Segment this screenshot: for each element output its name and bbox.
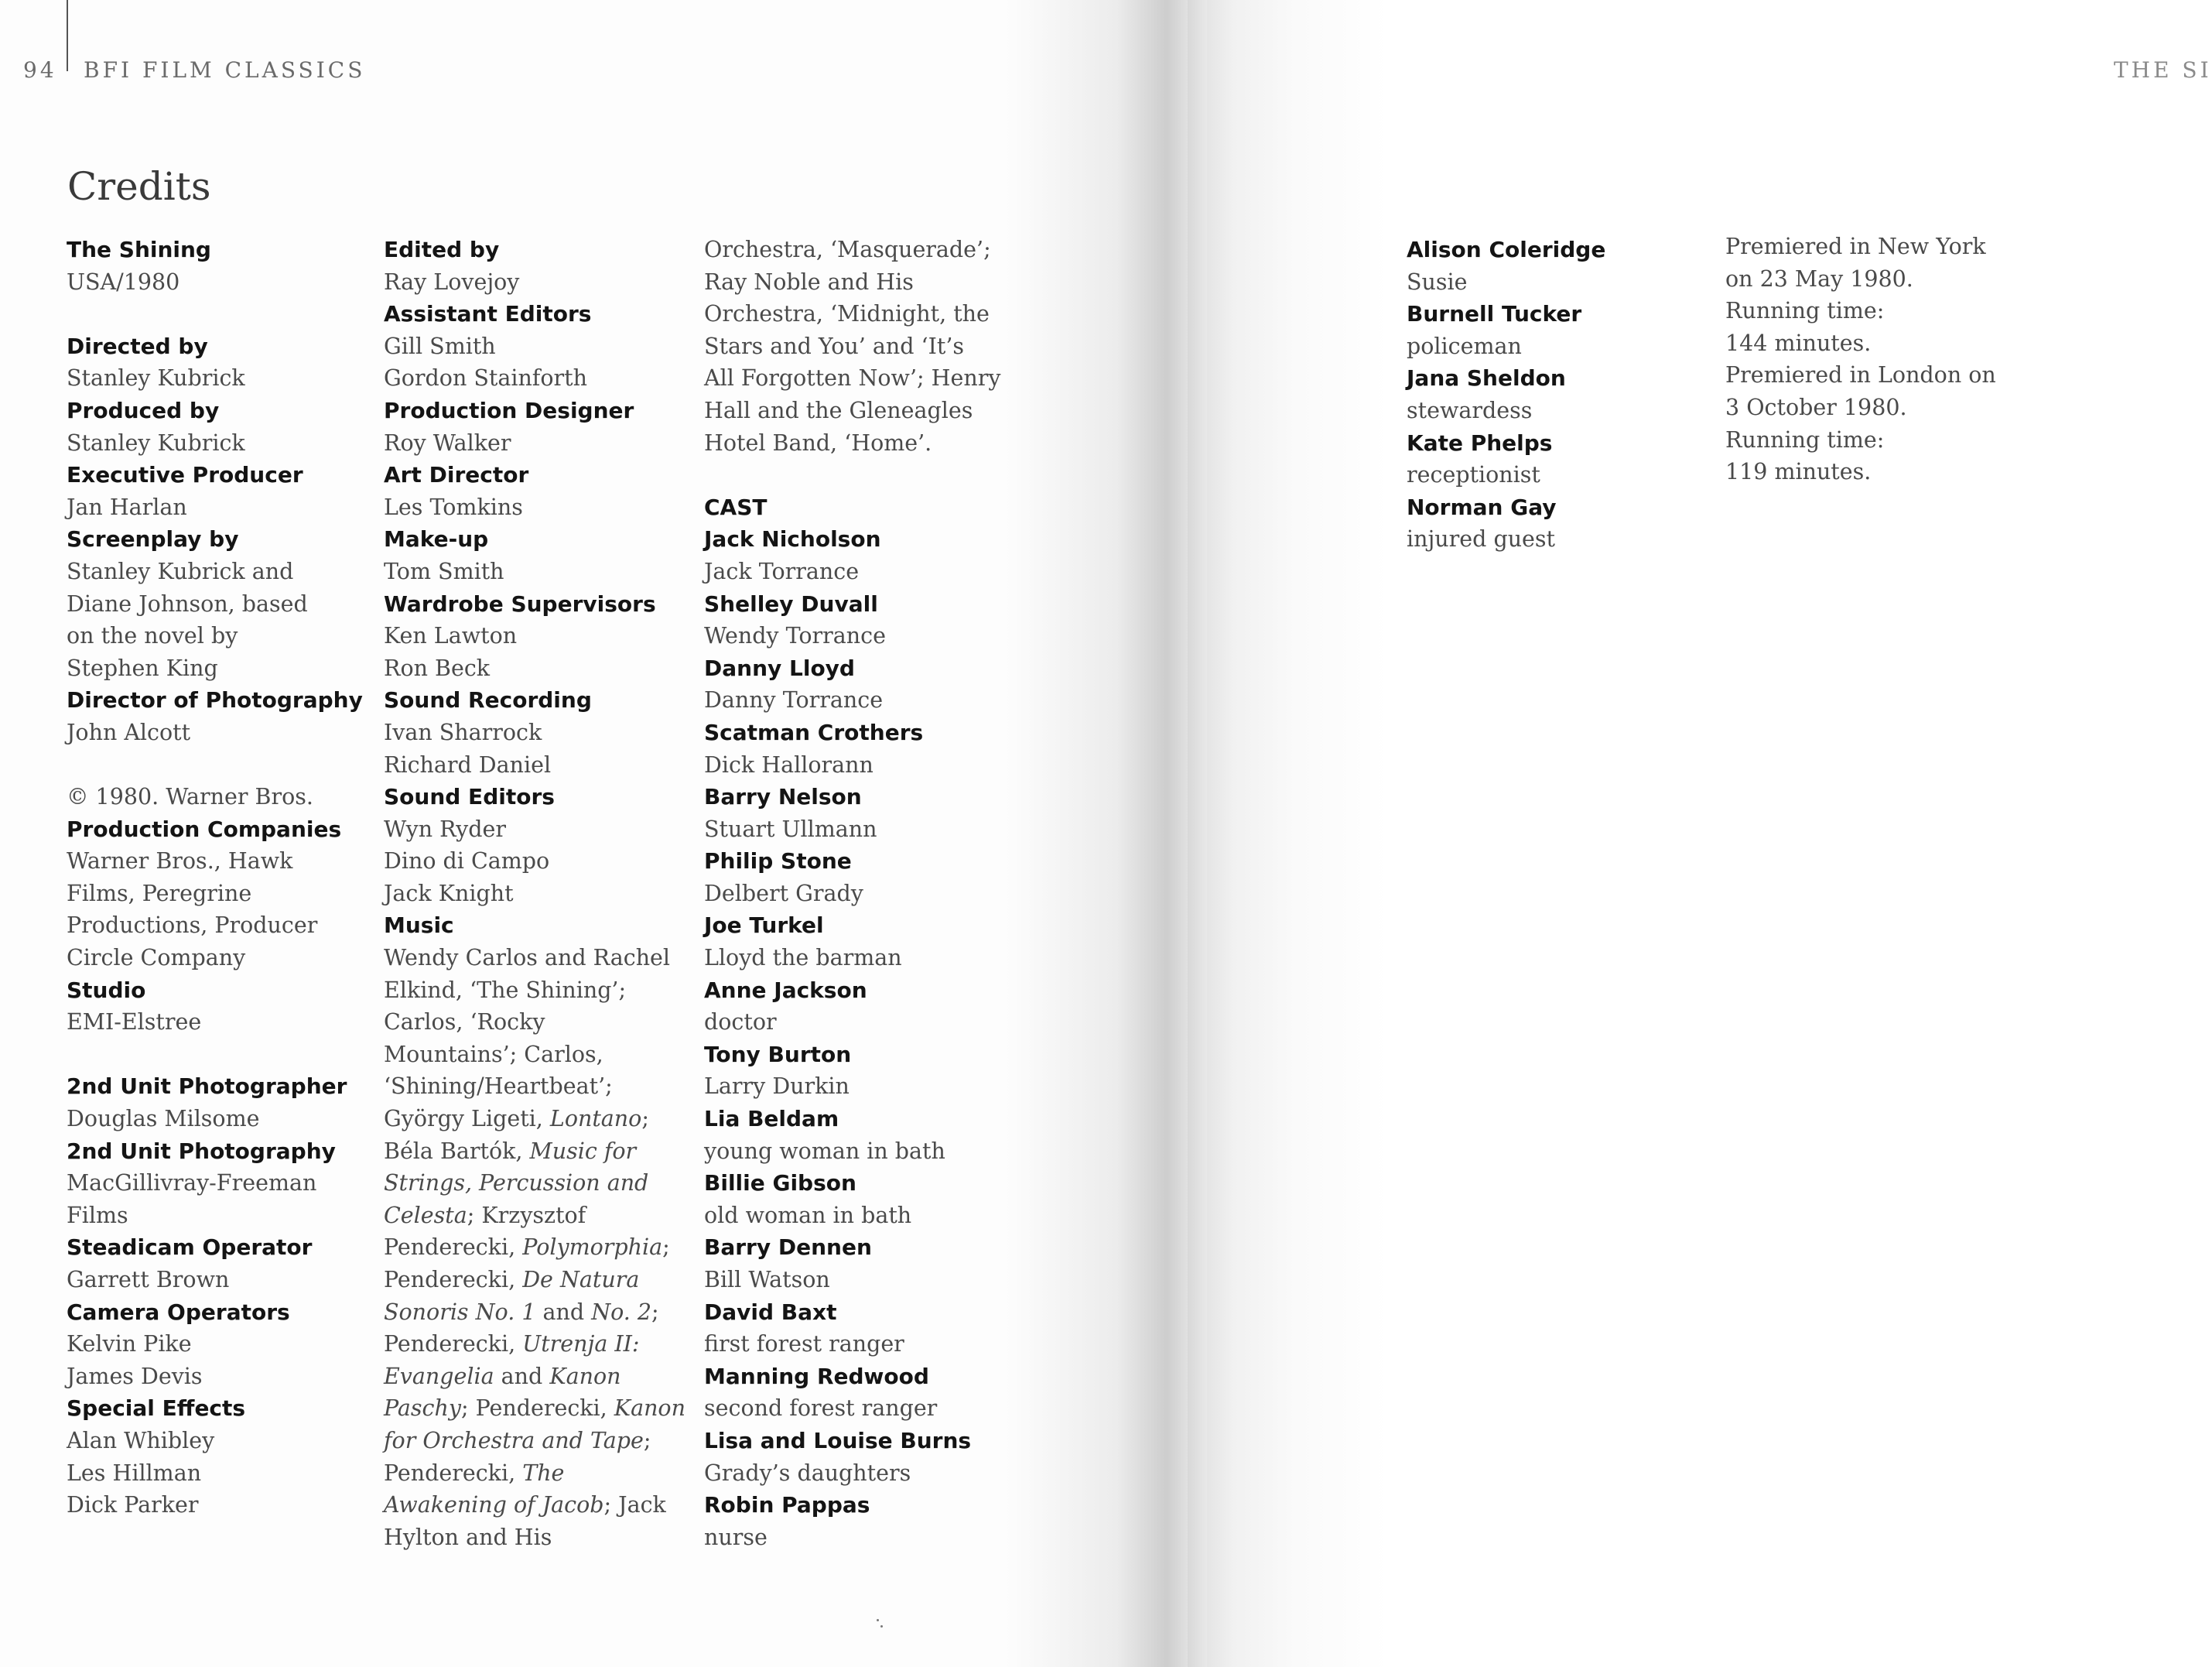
- credits-column-2: [384, 234, 709, 1553]
- credit-name: Orchestra, ‘Masquerade’;: [704, 237, 991, 262]
- text-fragment: Béla Bartók,: [384, 1138, 530, 1164]
- credit-name: Garrett Brown: [67, 1267, 230, 1292]
- credit-name: Running time:: [1725, 426, 1885, 453]
- credits-column-1: [67, 234, 391, 1522]
- credit-role-heading: Lisa and Louise Burns: [704, 1427, 972, 1453]
- spacer: [67, 298, 391, 330]
- credit-name: Diane Johnson, based: [67, 590, 308, 617]
- credit-name: Gordon Stainforth: [384, 365, 587, 392]
- text-fragment: ;: [662, 1234, 670, 1261]
- credit-name: on the novel by: [67, 623, 238, 649]
- premiere-notes-column: [1725, 231, 2050, 488]
- credit-name: 119 minutes.: [1725, 459, 1872, 485]
- credit-name: second forest ranger: [704, 1395, 938, 1422]
- credit-name: Douglas Milsome: [67, 1106, 260, 1132]
- credit-role-heading: 2nd Unit Photography: [67, 1138, 336, 1164]
- credit-name: 3 October 1980.: [1725, 394, 1907, 420]
- credit-name: on 23 May 1980.: [1725, 265, 1913, 292]
- credit-name: Tom Smith: [384, 558, 504, 584]
- credit-name: Ivan Sharrock: [384, 719, 542, 745]
- credit-name: Richard Daniel: [384, 751, 552, 778]
- credit-text-line: [384, 1457, 709, 1490]
- credit-role-heading: Art Director: [384, 462, 529, 488]
- credit-role-heading: Billie Gibson: [704, 1170, 856, 1196]
- credit-name: Stephen King: [67, 655, 218, 681]
- credit-name: John Alcott: [67, 719, 191, 745]
- credits-column-3: [704, 234, 1029, 1553]
- right-page-running-head: THE SI: [2114, 57, 2212, 83]
- credit-role-heading: Executive Producer: [67, 462, 303, 488]
- series-title: BFI FILM CLASSICS: [84, 57, 366, 83]
- credit-text-line: [384, 1361, 709, 1393]
- text-fragment: Penderecki,: [384, 1267, 523, 1292]
- text-fragment: ; Penderecki,: [460, 1395, 614, 1422]
- credit-text-line: [384, 1231, 709, 1264]
- credit-name: Ray Lovejoy: [384, 269, 520, 295]
- credit-role-heading: Assistant Editors: [384, 301, 592, 327]
- credit-role-heading: Directed by: [67, 333, 208, 359]
- scan-speck: [877, 1619, 879, 1621]
- credit-name: Productions, Producer: [67, 912, 318, 939]
- credit-name: Stanley Kubrick and: [67, 558, 294, 584]
- credit-name: Orchestra, ‘Midnight, the: [704, 301, 990, 327]
- credit-role-heading: Burnell Tucker: [1407, 301, 1582, 327]
- credit-role-heading: Shelley Duvall: [704, 590, 878, 617]
- credit-role-heading: Make-up: [384, 526, 489, 553]
- italic-title-fragment: No. 2: [591, 1299, 652, 1325]
- credit-name: Ron Beck: [384, 655, 491, 681]
- credit-name: Gill Smith: [384, 333, 496, 359]
- text-fragment: and: [494, 1363, 550, 1389]
- credit-role-heading: Norman Gay: [1407, 494, 1557, 520]
- credit-text-line: [384, 1489, 709, 1522]
- credit-role-heading: Philip Stone: [704, 848, 852, 875]
- credit-text-line: [384, 1264, 709, 1296]
- credit-text-line: [384, 1296, 709, 1329]
- credit-name: Jack Torrance: [704, 558, 860, 584]
- credit-text-line: [384, 1328, 709, 1361]
- credit-text-line: [384, 1200, 709, 1232]
- page-heading: Credits: [67, 163, 211, 209]
- italic-title-fragment: Kanon: [614, 1395, 685, 1422]
- credit-name: Wyn Ryder: [384, 816, 506, 842]
- text-fragment: and: [535, 1299, 592, 1325]
- italic-title-fragment: Sonoris No. 1: [384, 1299, 536, 1325]
- credit-role-heading: Screenplay by: [67, 526, 239, 553]
- credit-name: Hotel Band, ‘Home’.: [704, 430, 932, 456]
- credit-name: Les Hillman: [67, 1460, 202, 1486]
- credit-text-line: [384, 1392, 709, 1425]
- credit-name: Hylton and His: [384, 1524, 552, 1550]
- credit-role-heading: Jana Sheldon: [1407, 365, 1566, 392]
- italic-title-fragment: Polymorphia: [522, 1234, 663, 1261]
- credit-role-heading: Music: [384, 912, 454, 939]
- italic-title-fragment: Awakening of Jacob: [384, 1492, 604, 1518]
- italic-title-fragment: De Natura: [522, 1267, 640, 1292]
- credit-name: Premiered in New York: [1725, 234, 1986, 259]
- credit-role-heading: Sound Editors: [384, 784, 555, 810]
- credit-role-heading: Production Designer: [384, 397, 634, 423]
- text-fragment: ;: [643, 1427, 651, 1453]
- credit-role-heading: Anne Jackson: [704, 977, 867, 1003]
- credit-role-heading: The Shining: [67, 237, 211, 262]
- credit-name: Lloyd the barman: [704, 945, 902, 971]
- text-fragment: ; Krzysztof: [467, 1202, 586, 1228]
- credit-name: Danny Torrance: [704, 687, 884, 714]
- italic-title-fragment: Utrenja II:: [522, 1331, 640, 1357]
- credit-role-heading: CAST: [704, 494, 768, 520]
- italic-title-fragment: Strings, Percussion and: [384, 1170, 649, 1196]
- text-fragment: ; Jack: [603, 1492, 666, 1518]
- credit-name: Circle Company: [67, 945, 246, 971]
- credit-name: Films, Peregrine: [67, 880, 252, 906]
- book-gutter-shadow: [1006, 0, 1207, 1667]
- credit-name: Wendy Carlos and Rachel: [384, 945, 671, 971]
- credit-name: Delbert Grady: [704, 880, 863, 906]
- credit-role-heading: Production Companies: [67, 816, 342, 842]
- credit-name: receptionist: [1407, 462, 1540, 488]
- credit-role-heading: Manning Redwood: [704, 1363, 929, 1389]
- credit-name: Stars and You’ and ‘It’s: [704, 333, 965, 359]
- text-fragment: György Ligeti,: [384, 1106, 550, 1132]
- credit-role-heading: 2nd Unit Photographer: [67, 1073, 347, 1100]
- credit-text-line: [384, 1167, 709, 1200]
- credit-role-heading: Alison Coleridge: [1407, 237, 1606, 262]
- credit-name: Grady’s daughters: [704, 1460, 911, 1486]
- credit-name: 144 minutes.: [1725, 330, 1872, 356]
- credit-role-heading: Edited by: [384, 237, 500, 262]
- credit-name: Ray Noble and His: [704, 269, 914, 295]
- spacer: [67, 749, 391, 782]
- credit-name: Stuart Ullmann: [704, 816, 877, 842]
- credits-column-4: [1407, 234, 1732, 556]
- italic-title-fragment: Paschy: [384, 1395, 461, 1422]
- credit-name: Carlos, ‘Rocky: [384, 1009, 545, 1035]
- credit-name: James Devis: [67, 1363, 203, 1389]
- text-fragment: ;: [651, 1299, 659, 1325]
- credit-name: Les Tomkins: [384, 494, 523, 520]
- italic-title-fragment: Celesta: [384, 1202, 467, 1228]
- credit-name: old woman in bath: [704, 1202, 912, 1228]
- credit-name: Hall and the Gleneagles: [704, 397, 973, 423]
- credit-name: MacGillivray-Freeman: [67, 1170, 317, 1196]
- credit-name: All Forgotten Now’; Henry: [704, 365, 1001, 392]
- credit-name: Alan Whibley: [67, 1427, 215, 1453]
- italic-title-fragment: Music for: [529, 1138, 637, 1164]
- credit-role-heading: Joe Turkel: [704, 912, 824, 939]
- credit-role-heading: Wardrobe Supervisors: [384, 590, 656, 617]
- credit-name: doctor: [704, 1009, 777, 1035]
- credit-role-heading: Kate Phelps: [1407, 430, 1553, 456]
- credit-name: Elkind, ‘The Shining’;: [384, 977, 627, 1003]
- credit-name: young woman in bath: [704, 1138, 945, 1164]
- credit-role-heading: Sound Recording: [384, 687, 592, 714]
- credit-role-heading: Special Effects: [67, 1395, 246, 1422]
- credit-role-heading: Barry Dennen: [704, 1234, 872, 1261]
- credit-name: Warner Bros., Hawk: [67, 848, 293, 875]
- credit-name: Larry Durkin: [704, 1073, 850, 1100]
- credit-name: Dick Hallorann: [704, 751, 874, 778]
- credit-name: EMI-Elstree: [67, 1009, 202, 1035]
- spacer: [704, 459, 1029, 491]
- credit-role-heading: Studio: [67, 977, 146, 1003]
- italic-title-fragment: for Orchestra and Tape: [384, 1427, 644, 1453]
- credit-role-heading: Robin Pappas: [704, 1492, 870, 1518]
- credit-name: Ken Lawton: [384, 623, 518, 649]
- credit-name: Dino di Campo: [384, 848, 550, 875]
- credit-name: Premiered in London on: [1725, 362, 1996, 389]
- credit-name: Bill Watson: [704, 1267, 830, 1292]
- page-number: 94: [23, 57, 57, 83]
- credit-name: policeman: [1407, 333, 1522, 359]
- scan-speck: [880, 1625, 883, 1628]
- italic-title-fragment: Lontano: [549, 1106, 642, 1132]
- credit-name: stewardess: [1407, 397, 1533, 423]
- credit-role-heading: Jack Nicholson: [704, 526, 881, 553]
- italic-title-fragment: Kanon: [549, 1363, 621, 1389]
- credit-role-heading: Danny Lloyd: [704, 655, 855, 681]
- credit-name: Susie: [1407, 269, 1468, 295]
- italic-title-fragment: Evangelia: [384, 1363, 494, 1389]
- spacer: [67, 1039, 391, 1071]
- italic-title-fragment: The: [522, 1460, 565, 1486]
- credit-name: Stanley Kubrick: [67, 430, 245, 456]
- credit-text-line: [384, 1135, 709, 1168]
- credit-role-heading: Steadicam Operator: [67, 1234, 313, 1261]
- credit-role-heading: Barry Nelson: [704, 784, 862, 810]
- credit-role-heading: Lia Beldam: [704, 1106, 839, 1132]
- credit-role-heading: Scatman Crothers: [704, 719, 924, 745]
- credit-text-line: [384, 1425, 709, 1457]
- credit-name: Roy Walker: [384, 430, 511, 456]
- credit-name: Films: [67, 1202, 128, 1228]
- text-fragment: Penderecki,: [384, 1460, 523, 1486]
- credit-name: USA/1980: [67, 269, 180, 295]
- credit-name: Running time:: [1725, 298, 1885, 324]
- credit-name: first forest ranger: [704, 1331, 904, 1357]
- credit-name: injured guest: [1407, 526, 1555, 553]
- credit-name: Wendy Torrance: [704, 623, 886, 649]
- credit-role-heading: Camera Operators: [67, 1299, 290, 1325]
- credit-name: Jack Knight: [384, 880, 514, 906]
- running-head-rule: [67, 0, 68, 71]
- credit-name: Stanley Kubrick: [67, 365, 245, 392]
- credit-role-heading: Tony Burton: [704, 1041, 852, 1067]
- text-fragment: Penderecki,: [384, 1331, 523, 1357]
- credit-role-heading: Director of Photography: [67, 687, 363, 714]
- text-fragment: ;: [641, 1106, 649, 1132]
- credit-text-line: [384, 1103, 709, 1135]
- credit-name: Dick Parker: [67, 1492, 199, 1518]
- credit-name: Mountains’; Carlos,: [384, 1041, 603, 1067]
- credit-name: Jan Harlan: [67, 494, 187, 520]
- credit-name: Kelvin Pike: [67, 1331, 192, 1357]
- credit-name: © 1980. Warner Bros.: [67, 784, 313, 810]
- credit-role-heading: David Baxt: [704, 1299, 837, 1325]
- text-fragment: Penderecki,: [384, 1234, 523, 1261]
- credit-name: nurse: [704, 1524, 768, 1550]
- credit-role-heading: Produced by: [67, 397, 220, 423]
- credit-name: ‘Shining/Heartbeat’;: [384, 1073, 613, 1100]
